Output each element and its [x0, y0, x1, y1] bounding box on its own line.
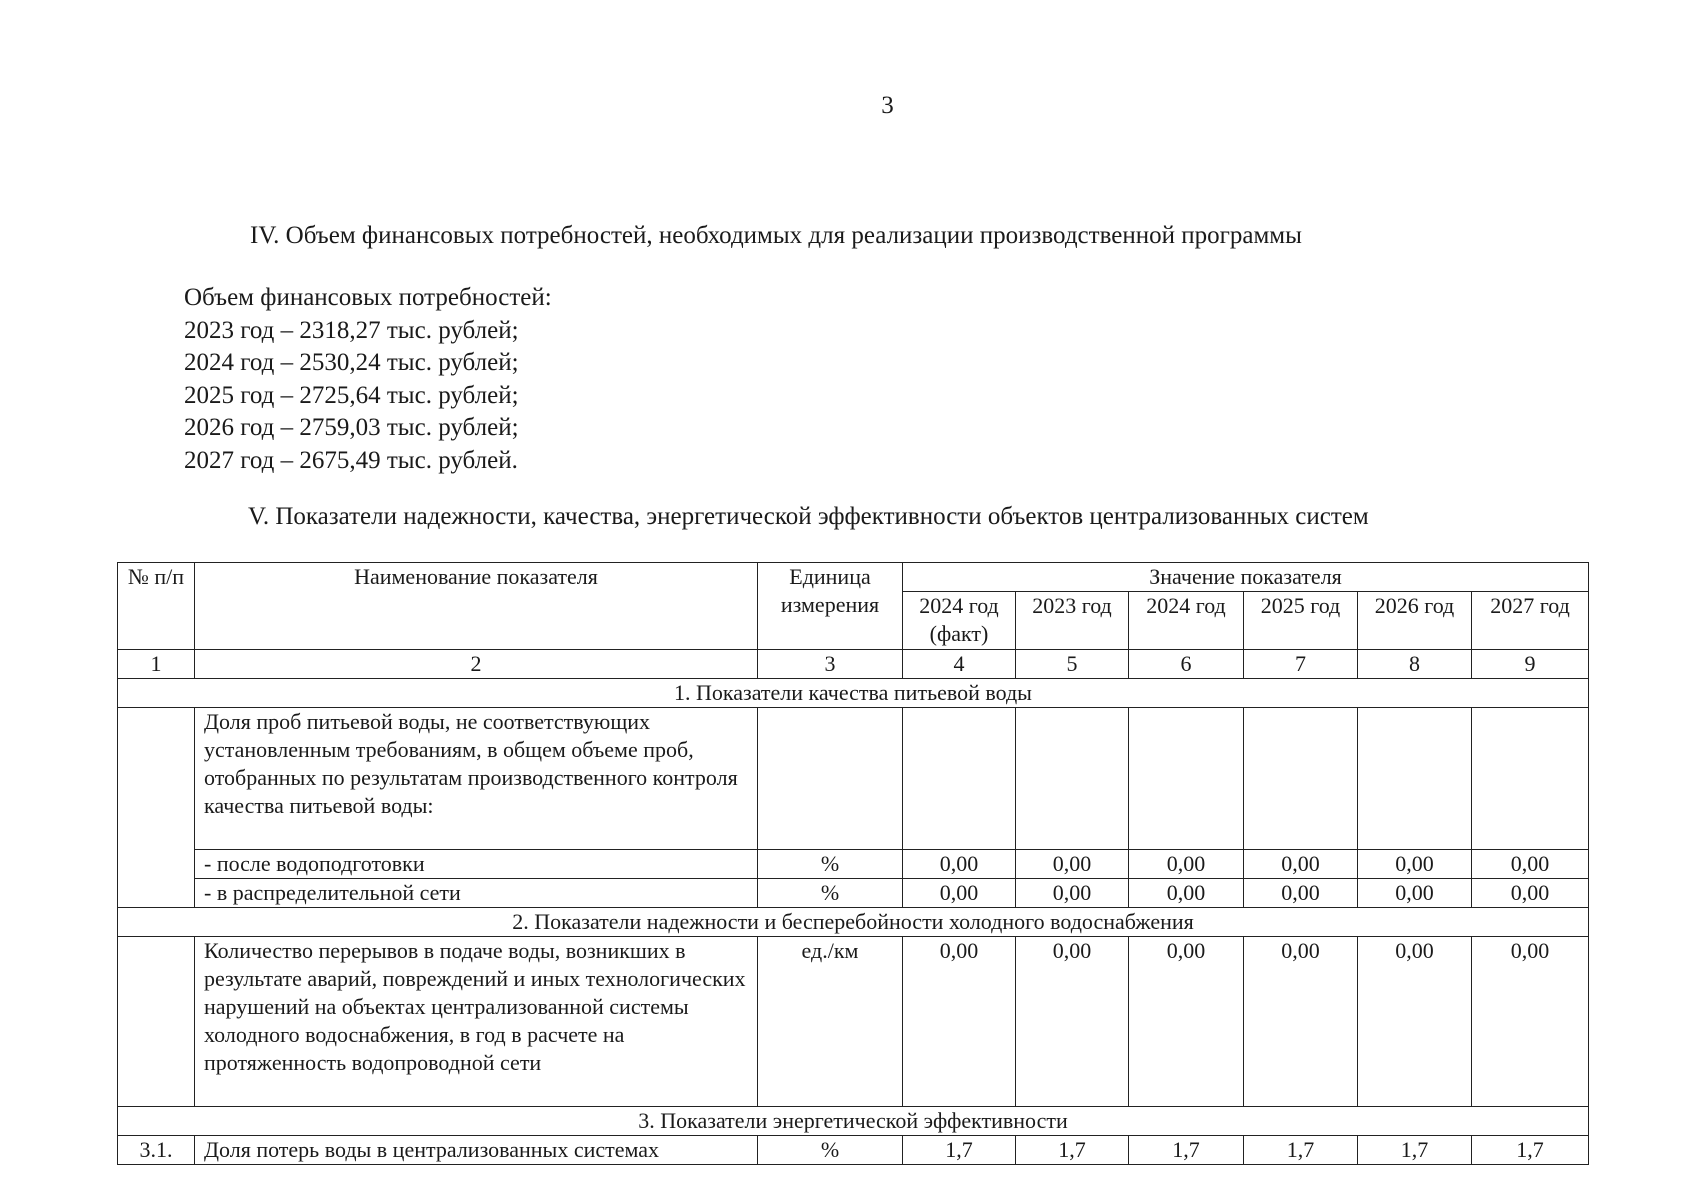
financial-need-line: 2026 год – 2759,03 тыс. рублей; — [184, 414, 519, 441]
row-name: Количество перерывов в подаче воды, возникших в результате аварий, повреждений и иных технологических нарушений на объектах централизованной системы холодного водоснабжения, в год в расчете на протяженность водопроводной сети — [195, 937, 758, 1107]
column-number: 9 — [1472, 650, 1589, 679]
row-value: 1,7 — [1129, 1136, 1244, 1165]
header-name: Наименование показателя — [195, 563, 758, 650]
header-year: 2024 год — [1129, 592, 1244, 650]
header-year: 2024 год (факт) — [903, 592, 1016, 650]
indicators-table — [117, 562, 1589, 1165]
row-name: - в распределительной сети — [195, 879, 758, 908]
financial-need-line: 2027 год – 2675,49 тыс. рублей. — [184, 446, 518, 474]
column-numbers-row — [118, 650, 1589, 679]
row-name: - после водоподготовки — [195, 850, 758, 879]
row-value: 0,00 — [1244, 937, 1358, 1107]
section-title: 2. Показатели надежности и бесперебойности холодного водоснабжения — [118, 908, 1589, 937]
section-row — [118, 908, 1589, 937]
row-value — [1244, 708, 1358, 850]
row-value: 0,00 — [1129, 850, 1244, 879]
row-value: 0,00 — [1016, 850, 1129, 879]
section-title: 1. Показатели качества питьевой воды — [118, 679, 1589, 708]
column-number: 8 — [1358, 650, 1472, 679]
row-value: 1,7 — [1472, 1136, 1589, 1165]
row-value: 1,7 — [1016, 1136, 1129, 1165]
table-header-row — [118, 563, 1589, 592]
row-value: 1,7 — [1358, 1136, 1472, 1165]
column-number: 5 — [1016, 650, 1129, 679]
section-row — [118, 1107, 1589, 1136]
row-num: 3.1. — [118, 1136, 195, 1165]
row-value: 1,7 — [1244, 1136, 1358, 1165]
row-value: 0,00 — [1472, 937, 1589, 1107]
row-num — [118, 708, 195, 908]
row-value: 0,00 — [1244, 879, 1358, 908]
row-value: 0,00 — [1358, 850, 1472, 879]
row-unit: % — [758, 1136, 903, 1165]
row-value: 0,00 — [1358, 879, 1472, 908]
page-number: 3 — [881, 92, 894, 119]
header-year: 2027 год — [1472, 592, 1589, 650]
row-value: 0,00 — [1472, 850, 1589, 879]
row-value — [1472, 708, 1589, 850]
financial-need-line: 2024 год – 2530,24 тыс. рублей; — [184, 349, 519, 376]
table-row — [118, 850, 1589, 879]
row-unit — [758, 708, 903, 850]
header-year: 2025 год — [1244, 592, 1358, 650]
column-number: 7 — [1244, 650, 1358, 679]
column-number: 4 — [903, 650, 1016, 679]
financial-need-line: 2023 год – 2318,27 тыс. рублей; — [184, 316, 519, 344]
header-values: Значение показателя — [903, 563, 1589, 592]
section-5-title: V. Показатели надежности, качества, энергетической эффективности объектов централизованных систем — [248, 503, 1369, 530]
row-value: 0,00 — [1129, 879, 1244, 908]
section-title: 3. Показатели энергетической эффективности — [118, 1107, 1589, 1136]
row-unit: % — [758, 879, 903, 908]
row-value: 0,00 — [903, 850, 1016, 879]
row-value: 0,00 — [1358, 937, 1472, 1107]
row-num — [118, 937, 195, 1107]
table-row — [118, 708, 1589, 850]
row-value: 0,00 — [1472, 879, 1589, 908]
row-value — [1129, 708, 1244, 850]
row-value: 0,00 — [903, 879, 1016, 908]
row-value — [903, 708, 1016, 850]
row-value — [1358, 708, 1472, 850]
header-year: 2026 год — [1358, 592, 1472, 650]
section-row — [118, 679, 1589, 708]
table-row — [118, 879, 1589, 908]
header-unit: Единица измерения — [758, 563, 903, 650]
row-value — [1016, 708, 1129, 850]
row-value: 0,00 — [1244, 850, 1358, 879]
row-name: Доля потерь воды в централизованных системах — [195, 1136, 758, 1165]
row-name: Доля проб питьевой воды, не соответствующих установленным требованиям, в общем объеме проб, отобранных по результатам производственного контроля качества питьевой воды: — [195, 708, 758, 850]
row-value: 0,00 — [1129, 937, 1244, 1107]
header-year: 2023 год — [1016, 592, 1129, 650]
financial-needs-intro: Объем финансовых потребностей: — [184, 284, 552, 311]
row-unit: ед./км — [758, 937, 903, 1107]
row-value: 1,7 — [903, 1136, 1016, 1165]
row-value: 0,00 — [903, 937, 1016, 1107]
header-num: № п/п — [118, 563, 195, 650]
column-number: 6 — [1129, 650, 1244, 679]
section-4-title: IV. Объем финансовых потребностей, необходимых для реализации производственной программы — [250, 222, 1302, 249]
financial-need-line: 2025 год – 2725,64 тыс. рублей; — [184, 381, 519, 409]
row-value: 0,00 — [1016, 937, 1129, 1107]
financial-needs-block — [184, 282, 552, 477]
column-number: 3 — [758, 650, 903, 679]
table-row — [118, 937, 1589, 1107]
row-value: 0,00 — [1016, 879, 1129, 908]
column-number: 1 — [118, 650, 195, 679]
column-number: 2 — [195, 650, 758, 679]
table-row — [118, 1136, 1589, 1165]
row-unit: % — [758, 850, 903, 879]
